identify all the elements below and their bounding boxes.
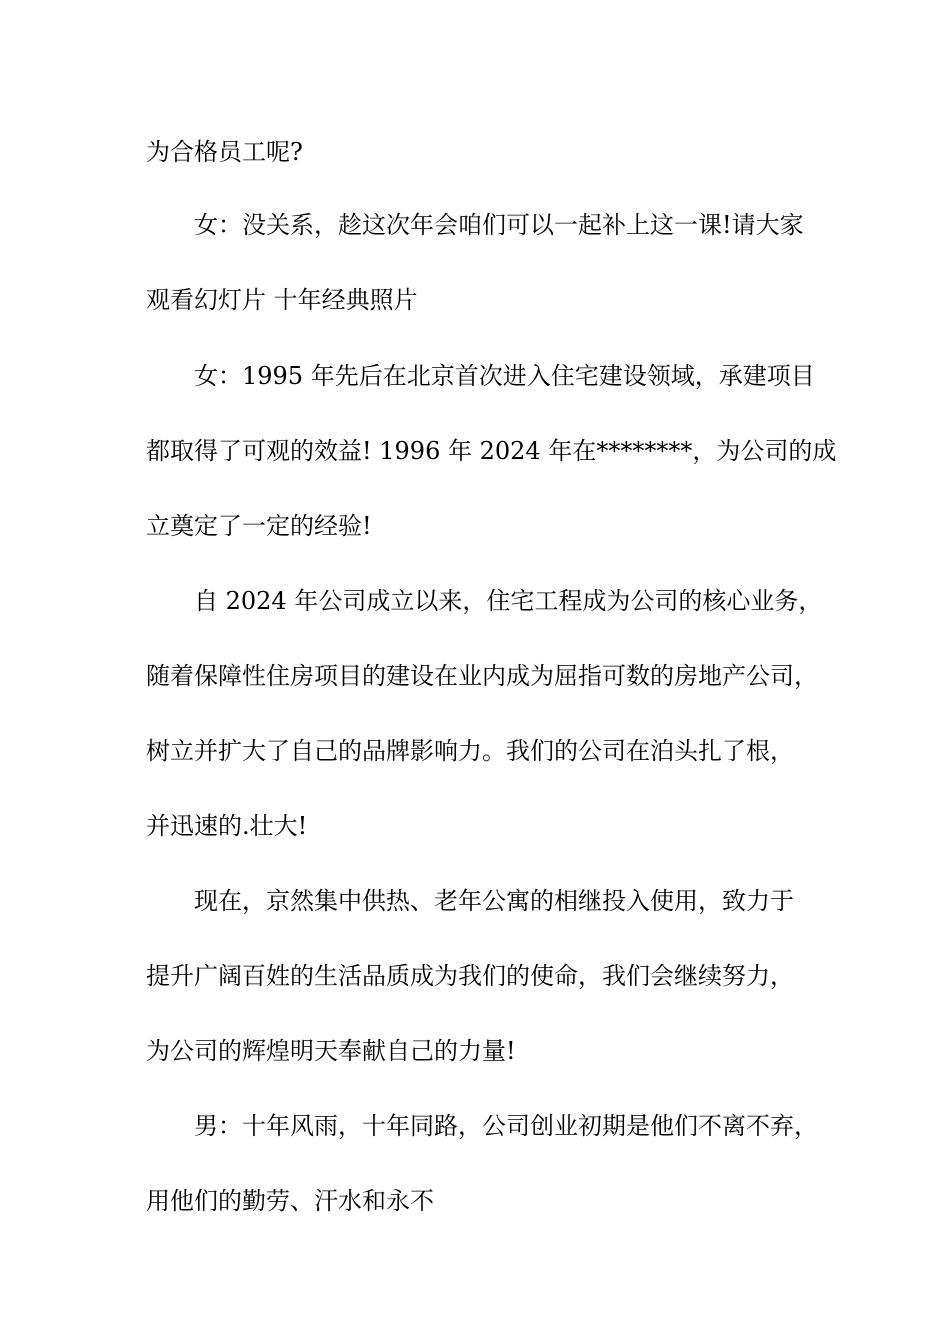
text-line-8: 随着保障性住房项目的建设在业内成为屈指可数的房地产公司， [146,662,818,690]
text-line-6: 立奠定了一定的经验! [146,512,372,540]
text-line-14: 男：十年风雨，十年同路，公司创业初期是他们不离不弃， [194,1112,818,1140]
text-line-4: 女：1995 年先后在北京首次进入住宅建设领域，承建项目 [194,362,815,390]
text-line-3: 观看幻灯片 十年经典照片 [146,286,418,314]
text-line-10: 并迅速的.壮大! [146,812,308,840]
text-line-12: 提升广阔百姓的生活品质成为我们的使命，我们会继续努力， [146,962,794,990]
text-line-2: 女：没关系，趁这次年会咱们可以一起补上这一课!请大家 [194,211,804,239]
text-line-5: 都取得了可观的效益! 1996 年 2024 年在********，为公司的成 [146,437,837,465]
text-line-1: 为合格员工呢? [146,138,303,166]
text-line-11: 现在，京然集中供热、老年公寓的相继投入使用，致力于 [194,887,794,915]
text-line-7: 自 2024 年公司成立以来，住宅工程成为公司的核心业务， [194,587,823,615]
text-line-13: 为公司的辉煌明天奉献自己的力量! [146,1037,516,1065]
text-line-9: 树立并扩大了自己的品牌影响力。我们的公司在泊头扎了根， [146,737,794,765]
text-line-15: 用他们的勤劳、汗水和永不 [146,1187,434,1215]
